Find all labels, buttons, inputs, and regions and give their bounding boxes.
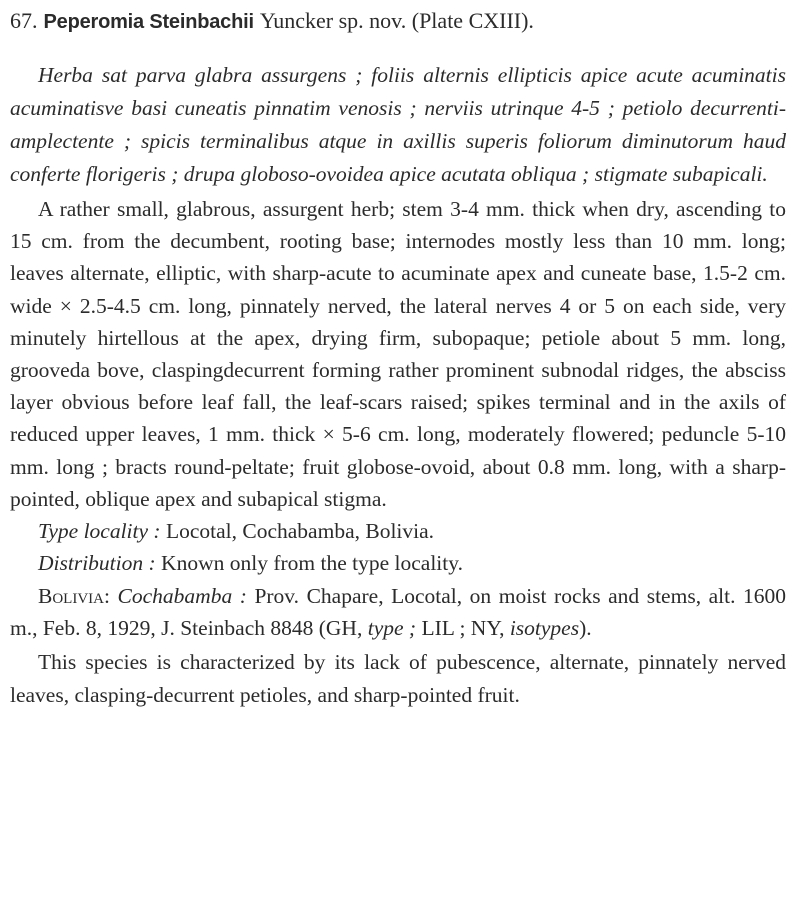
specimen-type-word: type ;	[367, 615, 417, 640]
species-note: This species is characterized by its lack of pubescence, alternate, pinnately nerved leaves, clasping-decurrent petioles, and sharp-pointed fruit.	[10, 650, 786, 707]
specimen-isotypes-word: isotypes	[509, 615, 580, 640]
specimen-region: Cochabamba :	[117, 583, 247, 608]
distribution	[10, 547, 786, 579]
type-locality-value: Locotal, Cochabamba, Bolivia.	[165, 519, 435, 544]
species-authority: Yuncker sp. nov. (Plate CXIII).	[259, 8, 534, 33]
english-description: A rather small, glabrous, assurgent herb; stem 3-4 mm. thick when dry, ascending to 15 cm. from the decumbent, rooting base; internodes mostly less than 10 mm. long; leaves alternate, elliptic, with sharp-acute to acuminate apex and cuneate base, 1.5-2 cm. wide × 2.5-4.5 cm. long, pinnately nerved, the lateral nerves 4 or 5 on each side, very minutely hirtellous at the apex, drying firm, subopaque; petiole about 5 mm. long, grooveda bove, claspingdecurrent forming rather prominent subnodal ridges, the absciss layer obvious before leaf fall, the leaf-scars raised; spikes terminal and in the axils of reduced upper leaves, 1 mm. thick × 5-6 cm. long, moderately flowered; peduncle 5-10 mm. long ; bracts round-peltate; fruit globose-ovoid, about 0.8 mm. long, with a sharp-pointed, oblique apex and subapical stigma.	[10, 197, 786, 511]
type-locality	[10, 515, 786, 547]
specimen-country: Bolivia	[38, 583, 104, 608]
distribution-label: Distribution :	[38, 551, 156, 576]
specimen-country-sep: :	[104, 583, 110, 608]
species-number: 67.	[10, 8, 38, 33]
type-locality-label: Type locality :	[38, 519, 161, 544]
latin-diagnosis: Herba sat parva glabra assurgens ; foliis alternis ellipticis apice acute acuminatis acuminatisve basi cuneatis pinnatim venosis ; nerviis utrinque 4-5 ; petiolo decurrenti-amplectente ; spicis terminalibus atque in axillis superis foliorum diminutorum haud conferte florigeris ; drupa globoso-ovoidea apice acutata obliqua ; stigmate subapicali.	[10, 63, 786, 186]
specimen-text-1: Prov. Chapare, Locotal, on moist rocks and stems, alt. 1600 m., Feb. 8, 1929, J. Steinbach 8848 (GH,	[10, 583, 787, 640]
species-heading	[10, 6, 786, 37]
specimen-citation	[10, 580, 786, 645]
specimen-text-2: LIL ; NY,	[421, 615, 505, 640]
specimen-text-3: ).	[579, 615, 592, 640]
distribution-value: Known only from the type locality.	[161, 551, 463, 576]
species-name: Peperomia Steinbachii	[43, 11, 254, 33]
